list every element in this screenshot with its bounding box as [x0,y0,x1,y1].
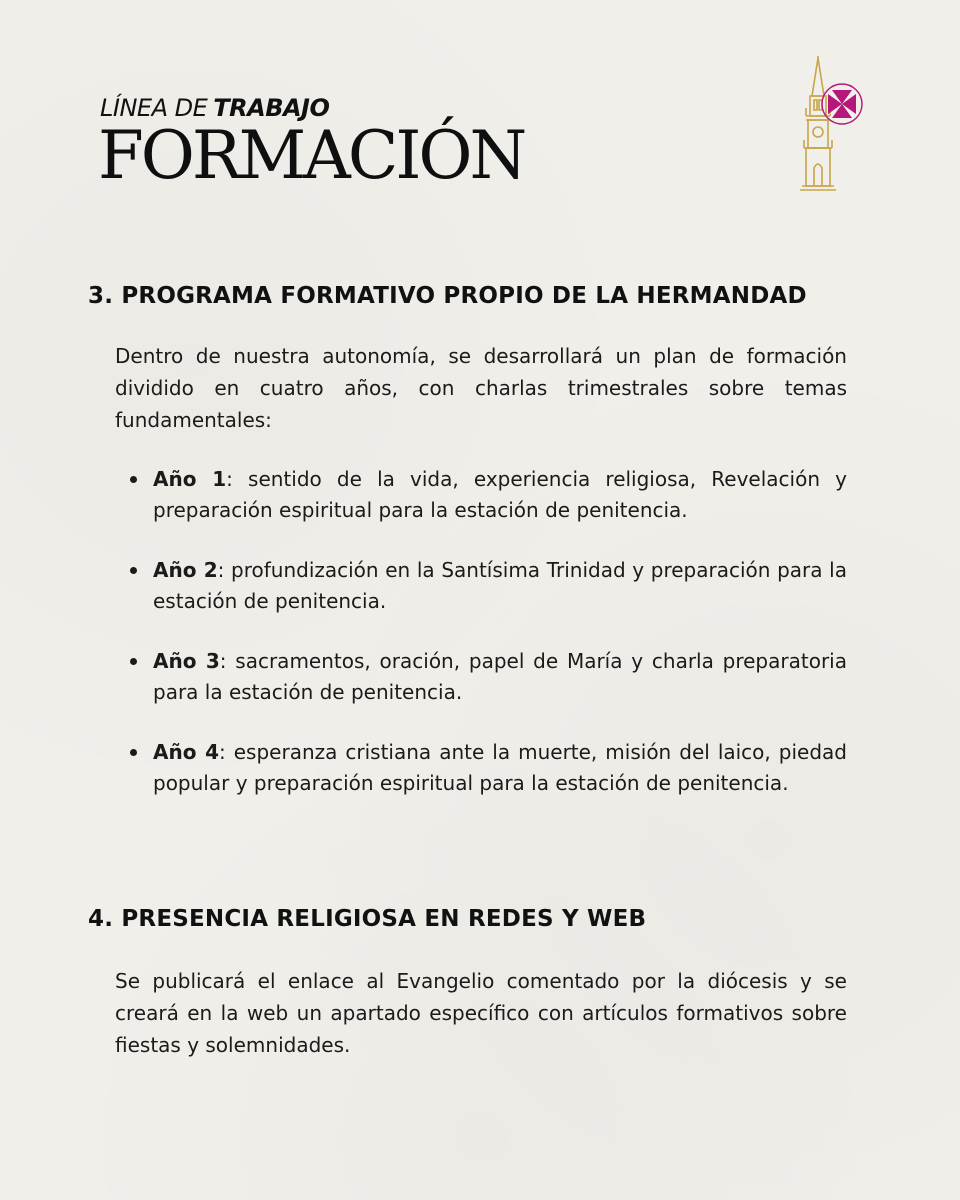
list-item-year-3 [130,646,847,708]
year-label: Año 2 [153,558,218,582]
church-tower-cross-logo [788,56,868,192]
header-subtitle-emphasis: TRABAJO [213,94,330,122]
year-label: Año 1 [153,467,227,491]
year-label: Año 4 [153,740,219,764]
year-label: Año 3 [153,649,220,673]
list-item-year-4 [130,737,847,799]
year-description: : sacramentos, oración, papel de María y charla preparatoria para la estación de penitencia. [153,649,847,704]
formation-years-list [130,464,847,828]
section-4-heading: 4. PRESENCIA RELIGIOSA EN REDES Y WEB [88,906,647,932]
section-3-heading: 3. PROGRAMA FORMATIVO PROPIO DE LA HERMANDAD [88,283,807,309]
page-title: FORMACIÓN [98,117,525,194]
section-4-text: Se publicará el enlace al Evangelio comentado por la diócesis y se creará en la web un apartado específico con artículos formativos sobre fiestas y solemnidades. [115,969,847,1057]
year-description: : esperanza cristiana ante la muerte, misión del laico, piedad popular y preparación espiritual para la estación de penitencia. [153,740,847,795]
year-description: : sentido de la vida, experiencia religiosa, Revelación y preparación espiritual para la estación de penitencia. [153,467,847,522]
bullet-dot [130,749,137,756]
section-3-intro: Dentro de nuestra autonomía, se desarrollará un plan de formación dividido en cuatro años, con charlas trimestrales sobre temas fundamentales: [115,344,847,432]
year-description: : profundización en la Santísima Trinidad y preparación para la estación de penitencia. [153,558,847,613]
bullet-dot [130,658,137,665]
list-item-year-1 [130,464,847,526]
bullet-dot [130,476,137,483]
header-subtitle-prefix: LÍNEA DE [100,94,208,122]
list-item-year-2 [130,555,847,617]
bullet-dot [130,567,137,574]
